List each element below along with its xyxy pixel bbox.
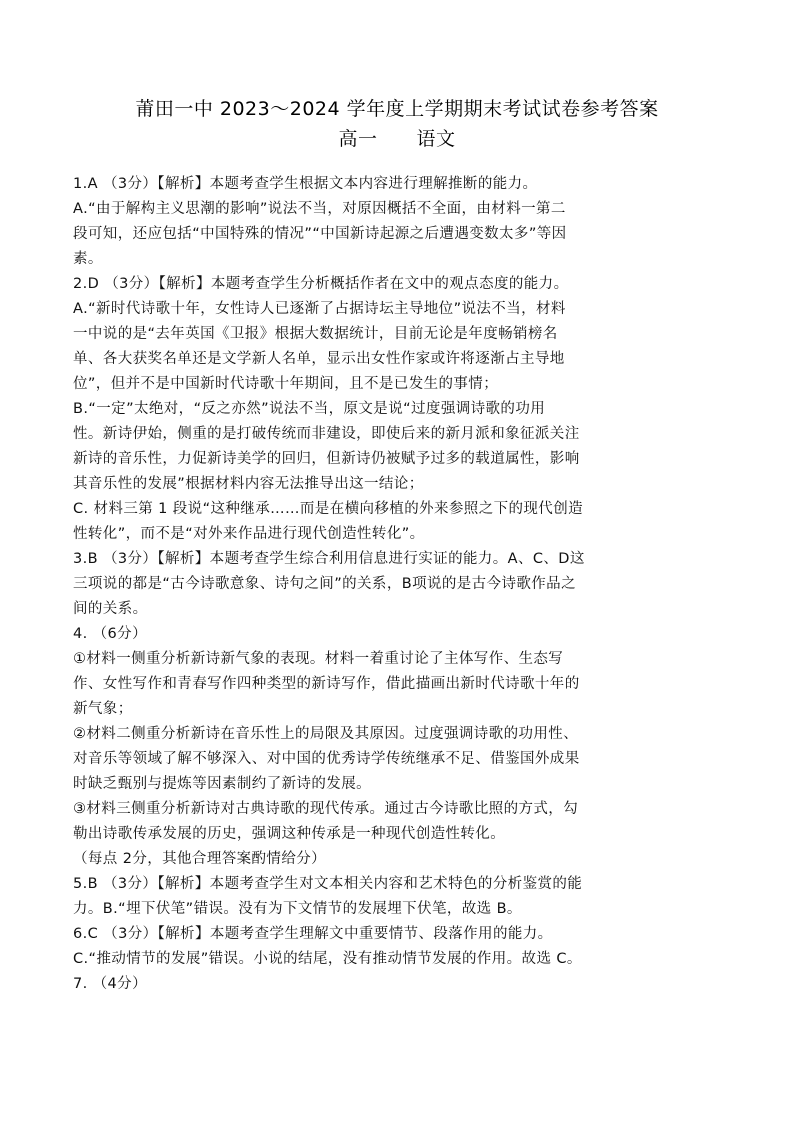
text-line: ③材料三侧重分析新诗对古典诗歌的现代传承。通过古今诗歌比照的方式，勾: [73, 801, 579, 817]
document-subtitle: 高一 语文: [338, 128, 456, 150]
text-line: 4. （6分）: [73, 626, 147, 642]
text-line: 对音乐等领域了解不够深入、对中国的优秀诗学传统继承不足、借鉴国外成果: [73, 751, 580, 767]
text-line: C. 材料三第 1 段说“这种继承……而是在横向移植的外来参照之下的现代创造: [73, 501, 583, 517]
text-line: 段可知，还应包括“中国特殊的情况”“中国新诗起源之后遭遇变数太多”等因: [73, 226, 567, 242]
document-title: 莆田一中 2023～2024 学年度上学期期末考试试卷参考答案: [135, 98, 659, 120]
text-line: 5.B （3分）【解析】本题考查学生对文本相关内容和艺术特色的分析鉴赏的能: [73, 876, 583, 892]
text-line: 2.D （3分）【解析】本题考查学生分析概括作者在文中的观点态度的能力。: [73, 276, 569, 292]
text-line: 7. （4分）: [73, 976, 147, 992]
text-line: 作、女性写作和青春写作四种类型的新诗写作，借此描画出新时代诗歌十年的: [73, 676, 580, 692]
text-line: A.“新时代诗歌十年，女性诗人已逐渐了占据诗坛主导地位”说法不当，材料: [73, 301, 566, 317]
text-line: 勒出诗歌传承发展的历史，强调这种传承是一种现代创造性转化。: [73, 826, 506, 842]
text-line: A.“由于解构主义思潮的影响”说法不当，对原因概括不全面，由材料一第二: [73, 201, 566, 217]
text-line: 性。新诗伊始，侧重的是打破传统而非建设，即使后来的新月派和象征派关注: [73, 426, 580, 442]
text-line: 素。: [73, 251, 103, 267]
text-line: ①材料一侧重分析新诗新气象的表现。材料一着重讨论了主体写作、生态写: [73, 651, 564, 667]
text-line: B.“一定”太绝对，“反之亦然”说法不当，原文是说“过度强调诗歌的功用: [73, 401, 546, 417]
text-line: 新气象；: [73, 701, 133, 717]
text-line: 6.C （3分）【解析】本题考查学生理解文中重要情节、段落作用的能力。: [73, 926, 553, 942]
text-line: 力。B.“埋下伏笔”错误。没有为下文情节的发展埋下伏笔，故选 B。: [73, 901, 522, 917]
text-line: 一中说的是“去年英国《卫报》根据大数据统计，目前无论是年度畅销榜名: [73, 326, 558, 342]
text-line: 其音乐性的发展”根据材料内容无法推导出这一结论；: [73, 476, 424, 492]
text-line: C.“推动情节的发展”错误。小说的结尾，没有推动情节发展的作用。故选 C。: [73, 951, 582, 967]
text-line: 1.A （3分）【解析】本题考查学生根据文本内容进行理解推断的能力。: [73, 176, 538, 192]
text-line: （每点 2分，其他合理答案酌情给分）: [73, 851, 327, 867]
text-line: 间的关系。: [73, 601, 148, 617]
text-line: 3.B （3分）【解析】本题考查学生综合利用信息进行实证的能力。A、C、D这: [73, 551, 585, 567]
text-line: 性转化”，而不是“对外来作品进行现代创造性转化”。: [73, 526, 425, 542]
text-line: ②材料二侧重分析新诗在音乐性上的局限及其原因。过度强调诗歌的功用性、: [73, 726, 579, 742]
text-line: 单、各大获奖名单还是文学新人名单，显示出女性作家或许将逐渐占主导地: [73, 351, 565, 367]
text-line: 新诗的音乐性，力促新诗美学的回归，但新诗仍被赋予过多的载道属性，影响: [73, 451, 580, 467]
text-line: 三项说的都是“古今诗歌意象、诗句之间”的关系，B项说的是古今诗歌作品之: [73, 576, 576, 592]
text-line: 位”，但并不是中国新时代诗歌十年期间，且不是已发生的事情；: [73, 376, 499, 392]
answer-content: [73, 172, 723, 997]
text-line: 时缺乏甄别与提炼等因素制约了新诗的发展。: [73, 776, 371, 792]
